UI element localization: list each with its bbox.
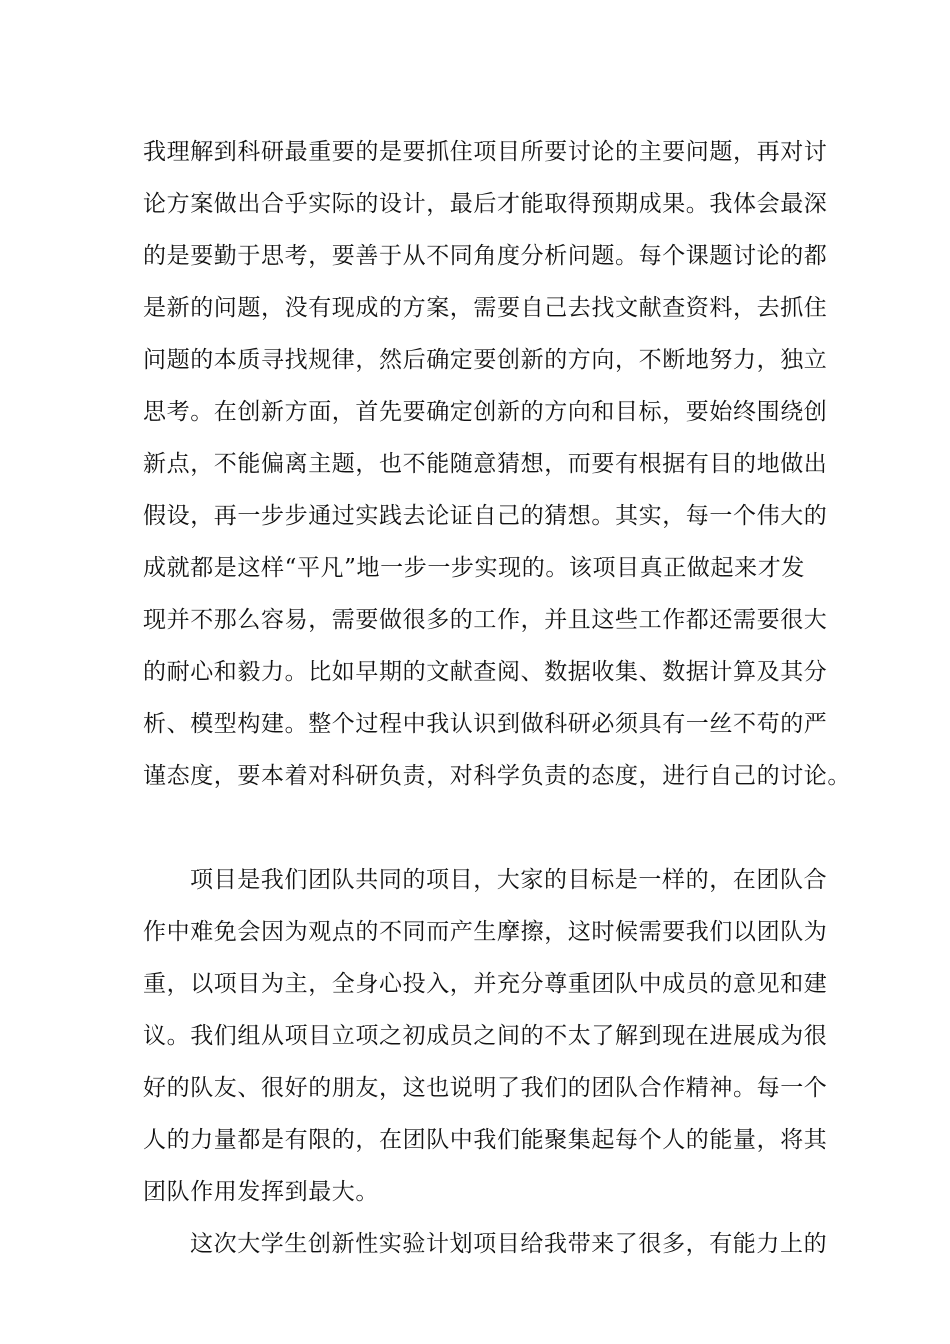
paragraph-1-line: 假设，再一步步通过实践去论证自己的猜想。其实，每一个伟大的	[143, 503, 828, 529]
paragraph-1-line: 的耐心和毅力。比如早期的文献查阅、数据收集、数据计算及其分	[143, 659, 828, 685]
paragraph-1-line: 的是要勤于思考，要善于从不同角度分析问题。每个课题讨论的都	[143, 243, 828, 269]
paragraph-2-line: 重，以项目为主，全身心投入，并充分尊重团队中成员的意见和建	[143, 971, 828, 997]
paragraph-1-line: 论方案做出合乎实际的设计，最后才能取得预期成果。我体会最深	[143, 191, 828, 217]
paragraph-2-line: 好的队友、很好的朋友，这也说明了我们的团队合作精神。每一个	[143, 1075, 828, 1101]
paragraph-2-line: 议。我们组从项目立项之初成员之间的不太了解到现在进展成为很	[143, 1023, 828, 1049]
paragraph-3-line: 这次大学生创新性实验计划项目给我带来了很多，有能力上的	[190, 1231, 828, 1257]
paragraph-2-line: 团队作用发挥到最大。	[143, 1179, 379, 1205]
paragraph-2-line: 项目是我们团队共同的项目，大家的目标是一样的，在团队合	[190, 867, 828, 893]
paragraph-2-line: 作中难免会因为观点的不同而产生摩擦，这时候需要我们以团队为	[143, 919, 828, 945]
paragraph-1-line: 我理解到科研最重要的是要抓住项目所要讨论的主要问题，再对讨	[143, 139, 828, 165]
paragraph-2-line: 人的力量都是有限的，在团队中我们能聚集起每个人的能量，将其	[143, 1127, 828, 1153]
paragraph-1-line: 新点，不能偏离主题，也不能随意猜想，而要有根据有目的地做出	[143, 451, 828, 477]
paragraph-1-line: 是新的问题，没有现成的方案，需要自己去找文献查资料，去抓住	[143, 295, 828, 321]
paragraph-1-line: 谨态度，要本着对科研负责，对科学负责的态度，进行自己的讨论。	[143, 763, 851, 789]
paragraph-1-line: 析、模型构建。整个过程中我认识到做科研必须具有一丝不苟的严	[143, 711, 828, 737]
paragraph-1-line: 成就都是这样“平凡”地一步一步实现的。该项目真正做起来才发	[143, 555, 805, 581]
paragraph-1-line: 问题的本质寻找规律，然后确定要创新的方向，不断地努力，独立	[143, 347, 828, 373]
paragraph-1-line: 现并不那么容易，需要做很多的工作，并且这些工作都还需要很大	[143, 607, 828, 633]
paragraph-1-line: 思考。在创新方面，首先要确定创新的方向和目标，要始终围绕创	[143, 399, 828, 425]
